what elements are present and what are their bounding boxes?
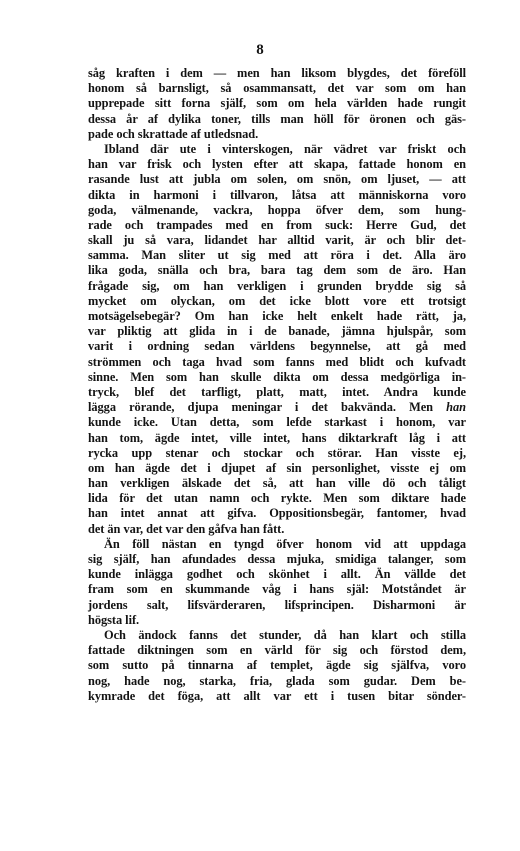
- text-line: honom så barnsligt, så osammansatt, det var som om han: [88, 81, 466, 96]
- text-line: goda, välmenande, vackra, hoppa öfver dem, som hung-: [88, 202, 466, 217]
- emphasized-word: han: [446, 400, 466, 415]
- text-line-with-italic: lägga rörande, djupa meningar i det bakvända. Men han: [88, 400, 466, 415]
- text-line: rycka upp stenar och stockar och störar. Han visste ej,: [88, 445, 466, 460]
- text-line: kunde inlägga godhet och skönhet i allt. Än vällde det: [88, 567, 466, 582]
- text-line: upprepade sitt forna själf, som om hela världen hade rungit: [88, 96, 466, 111]
- text-line: lida för det utan namn och rykte. Men som diktare hade: [88, 491, 466, 506]
- paragraph-end-line: högsta lif.: [88, 612, 140, 627]
- text-line: fram som en skummande våg i hans själ: Motståndet är: [88, 582, 466, 597]
- text-line: motsägelsebegär? Om han icke helt enkelt hade rätt, ja,: [88, 309, 466, 323]
- text-line: om han ägde det i djupet af sin personlighet, visste ej om: [88, 460, 466, 475]
- text-line: tryck, blef det tarfligt, platt, matt, intet. Andra kunde: [88, 384, 466, 399]
- text-line: strömmen och taga hvad som fanns med blidt och kufvadt: [88, 354, 466, 369]
- text-line: frågade sig, om han verkligen i grunden brydde sig så: [88, 278, 466, 293]
- paragraph-end-line: pade och skrattade af utledsnad.: [88, 126, 259, 141]
- text-line: skall ju så vara, lidandet har alltid varit, är och blir det-: [88, 233, 466, 248]
- paragraph-start-line: Än föll nästan en tyngd öfver honom vid att uppdaga: [104, 536, 466, 551]
- text-line: han var frisk och lysten efter att skapa, fattade honom en: [88, 157, 466, 172]
- text-line: fattade diktningen som en värld för sig och förstod dem,: [88, 643, 466, 658]
- text-line: mycket om olyckan, om det icke blott vore ett trotsigt: [88, 293, 466, 308]
- text-line: han intet annat att gifva. Oppositionsbegär, fantomer, hvad: [88, 506, 466, 521]
- text-line: som sutto på tinnarna af templet, ägde sig själfva, voro: [88, 658, 466, 673]
- paragraph-start-line: Ibland där ute i vinterskogen, när vädret var friskt och: [104, 141, 466, 156]
- text-line: jordens salt, lifsvärderaren, lifsprincipen. Disharmoni är: [88, 597, 466, 612]
- text-line: han verkligen älskade det så, att han ville dö och tåligt: [88, 476, 466, 491]
- text-line: var pliktig att glida in i de banade, jämna hjulspår, som: [88, 324, 466, 339]
- paragraph-end-line: det än var, det var den gåfva han fått.: [88, 521, 285, 536]
- text-line: varit i ordning sedan världens begynnelse, att gå med: [88, 339, 466, 354]
- page-number: 8: [256, 42, 264, 58]
- text-line: samma. Man sliter ut sig med att röra i det. Alla äro: [88, 248, 466, 263]
- text-line: nog, hade nog, starka, fria, glada som gudar. Dem be-: [88, 673, 466, 688]
- text-line: dikta in harmoni i tillvaron, låtsa att människorna voro: [88, 187, 466, 202]
- body-text: [88, 66, 466, 704]
- text-line: kymrade det föga, att allt var ett i tusen bitar sönder-: [88, 688, 466, 703]
- text-line: dessa år af dylika toner, tills man höll för öronen och gäs-: [88, 111, 466, 126]
- text-line: sinne. Men som han skulle dikta om dessa medgörliga in-: [88, 369, 466, 384]
- text-line: sig själf, han afundades dessa mjuka, smidiga talanger, som: [88, 552, 466, 566]
- text-line: han tom, ägde intet, ville intet, hans diktarkraft låg i att: [88, 430, 466, 445]
- text-line: kunde icke. Utan detta, som lefde starkast i honom, var: [88, 415, 466, 430]
- text-line: rade och trampades med en from suck: Herre Gud, det: [88, 217, 466, 232]
- text-line: rasande lust att jubla om solen, om snön, om ljuset, — att: [88, 172, 466, 187]
- text-line: lika goda, snälla och bra, bara tag dem som de äro. Han: [88, 263, 466, 278]
- paragraph-start-line: Och ändock fanns det stunder, då han klart och stilla: [104, 627, 466, 642]
- text-line: såg kraften i dem — men han liksom blygdes, det föreföll: [88, 66, 466, 80]
